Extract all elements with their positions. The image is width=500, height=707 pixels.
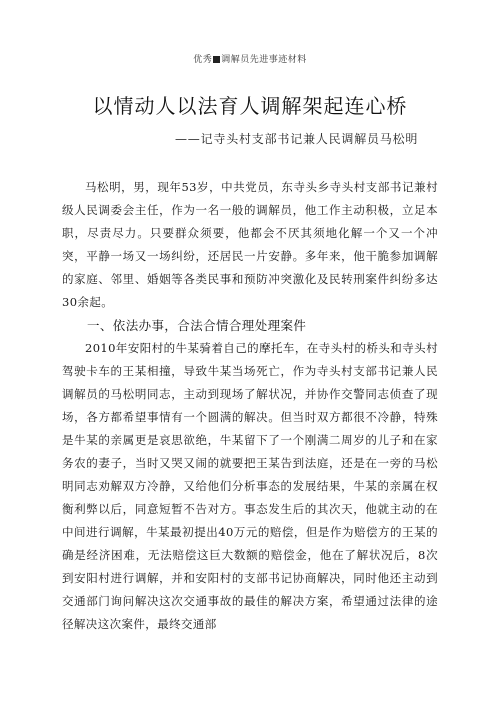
document-title: 以情动人以法育人调解架起连心桥 [92, 94, 408, 118]
running-header [0, 52, 500, 65]
intro-paragraph: 马松明，男，现年53岁，中共党员，东寺头乡寺头村支部书记兼村级人民调委会主任，作为一名一般的调解员，他工作主动积极，立足本职，尽责尽力。只要群众须要，他都会不厌其须地化解一个又一个冲突，平静一场又一场纠纷，还居民一片安静。多年来，他干脆参加调解的家庭、邻里、婚姻等各类民事和预防冲突激化及民转刑案件纠纷多达30余起。 [62, 180, 438, 309]
section-paragraph: 2010年安阳村的牛某骑着自己的摩托车，在寺头村的桥头和寺头村驾驶卡车的王某相撞，导致牛某当场死亡，作为寺头村支部书记兼人民调解员的马松明同志，主动到现场了解状况，并协作交警同志侦查了现场，各方都希望事情有一个圆满的解决。但当时双方都很不冷静，特殊是牛某的亲属更是哀思欲绝，牛某留下了一个刚满二周岁的儿子和在家务农的妻子，当时又哭又闹的就要把王某告到法庭，还是在一旁的马松明同志劝解双方冷静，又给他们分析事态的发展结果，牛某的亲属在权衡利弊以后，同意短暂不告对方。事态发生后的其次天，他就主动的在中间进行调解，牛某最初提出40万元的赔偿，但是作为赔偿方的王某的确是经济困难，无法赔偿这巨大数额的赔偿金，他在了解状况后，8次到安阳村进行调解，并和安阳村的支部书记协商解决，同时他还主动到交通部门询问解决这次交通事故的最佳的解决方案，希望通过法律的途径解决这次案件，最终交通部 [62, 341, 438, 631]
header-prefix: 优秀 [193, 55, 213, 65]
header-suffix: 调解员先进事迹材料 [221, 55, 307, 65]
document-subtitle: ——记寺头村支部书记兼人民调解员马松明 [175, 132, 419, 146]
redaction-square-icon [213, 56, 220, 63]
section-heading: 一、依法办事，合法合情合理处理案件 [87, 318, 307, 333]
document-body [62, 176, 438, 636]
